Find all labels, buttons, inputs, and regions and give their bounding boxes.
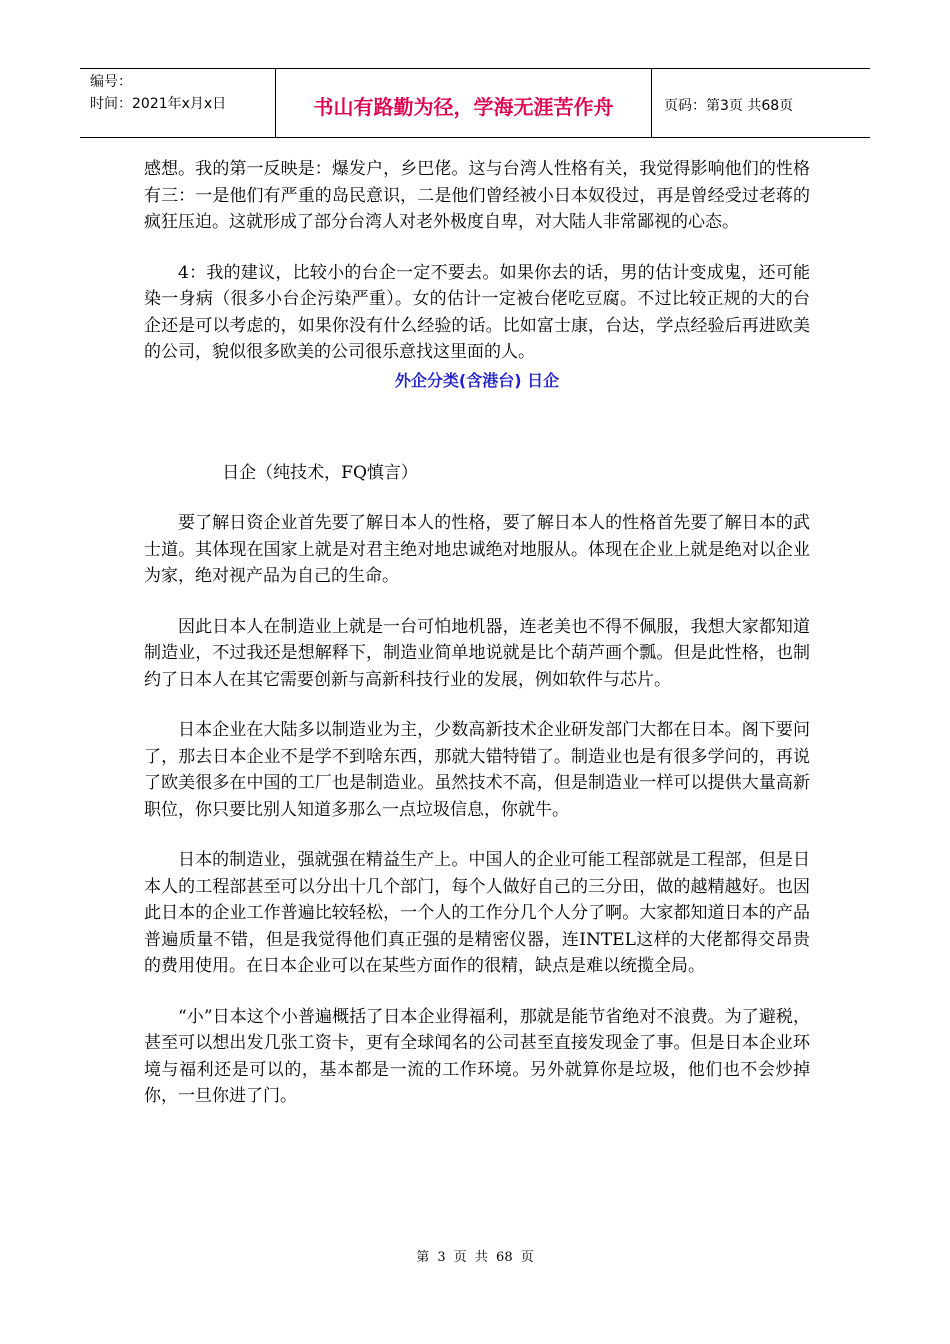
number-label: 编号： (90, 74, 132, 90)
section-title: 外企分类(含港台) 日企 (394, 370, 560, 390)
paragraph: “小”日本这个小普遍概括了日本企业得福利，那就是能节省绝对不浪费。为了避税，甚至可以想出发几张工资卡，更有全球闻名的公司甚至直接发现金了事。但是日本企业环境与福利还是可以的，基本都是一流的工作环境。另外就算你是垃圾，他们也不会炒掉你，一旦你进了门。 (144, 1006, 810, 1106)
header-meta (80, 69, 276, 137)
paragraph: 因此日本人在制造业上就是一台可怕地机器，连老美也不得不佩服，我想大家都知道制造业，不过我还是想解释下，制造业简单地说就是比个葫芦画个瓢。但是此性格，也制约了日本人在其它需要创新与高新科技行业的发展，例如软件与芯片。 (144, 616, 810, 690)
header-motto: 书山有路勤为径，学海无涯苦作舟 (276, 69, 652, 137)
page-header (80, 68, 870, 138)
page-footer: 第 3 页 共 68 页 (416, 1250, 534, 1265)
paragraph: 要了解日资企业首先要了解日本人的性格，要了解日本人的性格首先要了解日本的武士道。其体现在国家上就是对君主绝对地忠诚绝对地服从。体现在企业上就是绝对以企业为家，绝对视产品为自己的生命。 (144, 513, 810, 586)
paragraph: 4：我的建议，比较小的台企一定不要去。如果你去的话，男的估计变成鬼，还可能染一身病（很多小台企污染严重）。女的估计一定被台佬吃豆腐。不过比较正规的大的台企还是可以考虑的，如果你没有什么经验的话。比如富士康，台达，学点经验后再进欧美的公司，貌似很多欧美的公司很乐意找这里面的人。 (144, 262, 810, 362)
subheading: 日企（纯技术，FQ慎言） (222, 462, 418, 483)
paragraph: 日本企业在大陆多以制造业为主，少数高新技术企业研发部门大都在日本。阁下要问了，那去日本企业不是学不到啥东西，那就大错特错了。制造业也是有很多学问的，再说了欧美很多在中国的工厂也是制造业。虽然技术不高，但是制造业一样可以提供大量高新职位，你只要比别人知道多那么一点垃圾信息，你就牛。 (144, 720, 810, 820)
paragraph: 日本的制造业，强就强在精益生产上。中国人的企业可能工程部就是工程部，但是日本人的工程部甚至可以分出十几个部门，每个人做好自己的三分田，做的越精越好。也因此日本的企业工作普遍比较轻松，一个人的工作分几个人分了啊。大家都知道日本的产品普遍质量不错，但是我觉得他们真正强的是精密仪器，连INTEL这样的大佬都得交昂贵的费用使用。在日本企业可以在某些方面作的很精，缺点是难以统揽全局。 (144, 850, 810, 976)
paragraph: 感想。我的第一反映是：爆发户，乡巴佬。这与台湾人性格有关，我觉得影响他们的性格有三：一是他们有严重的岛民意识，二是他们曾经被小日本奴役过，再是曾经受过老蒋的疯狂压迫。这就形成了部分台湾人对老外极度自卑，对大陆人非常鄙视的心态。 (144, 159, 810, 232)
header-page-info: 页码：第3页 共68页 (664, 98, 794, 114)
document-body (144, 156, 810, 1134)
date-line: 时间：2021年x月x日 (90, 96, 227, 112)
